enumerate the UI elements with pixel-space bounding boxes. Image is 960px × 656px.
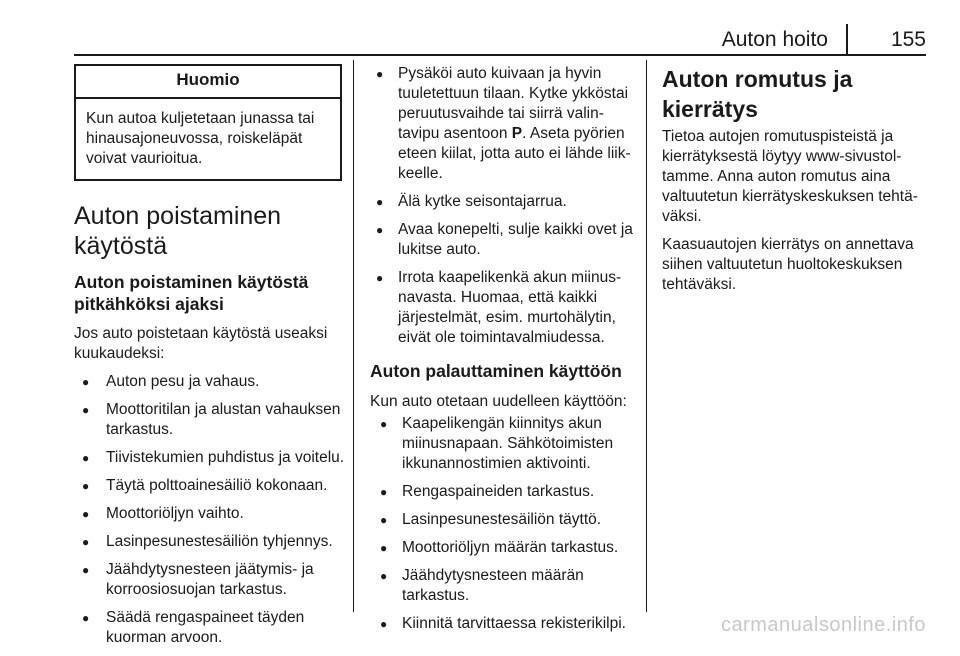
watermark: carmanualsonline.info	[720, 614, 926, 636]
list-item: ● Jäähdytysnesteen määrän tarkastus.	[370, 566, 634, 606]
column-divider-2	[646, 60, 647, 612]
recommissioning-list	[370, 414, 634, 634]
page-number: 155	[890, 28, 926, 51]
list-item: ● Lasinpesunestesäiliön tyhjennys.	[74, 532, 350, 552]
list-item: ● Kaapelikengän kiinnitys akun miinusnapaan. Sähkötoimisten ikkunannostimien aktivointi.	[370, 414, 634, 474]
note-title: Huomio	[76, 66, 340, 99]
subsection-heading: Auton poistaminen käytöstä pitkähköksi ajaksi	[74, 272, 309, 314]
section-heading: Auton romutus ja kierrätys	[662, 66, 853, 122]
list-item: ● Älä kytke seisontajarrua.	[370, 192, 634, 212]
list-item: ● Täytä polttoainesäiliö kokonaan.	[74, 476, 350, 496]
section-title: Auton hoito	[721, 28, 828, 51]
list-item: ● Kiinnitä tarvittaessa rekisterikilpi.	[370, 614, 634, 634]
note-box	[74, 64, 342, 181]
list-item: ● Moottoriöljyn määrän tarkastus.	[370, 538, 634, 558]
paragraph: Kaasuautojen kierrätys on annettava siihen valtuutetun huoltokeskuksen tehtäväksi.	[662, 236, 914, 293]
note-body: Kun autoa kuljetetaan junassa tai hinausajoneuvossa, roiskeläpät voivat vaurioitua.	[86, 110, 315, 167]
list-item: ● Irrota kaapelikenkä akun miinusnavasta. Huomaa, että kaikki järjestelmät, esim. murtohälytin, eivät ole toimintavalmiudessa.	[370, 268, 634, 348]
list-item: ● Tiivistekumien puhdistus ja voitelu.	[74, 448, 350, 468]
page-header	[74, 24, 926, 56]
list-item: ● Rengaspaineiden tarkastus.	[370, 482, 634, 502]
column-2	[370, 64, 634, 642]
list-item: ● Säädä rengaspaineet täyden kuorman arvoon.	[74, 608, 350, 648]
header-divider	[846, 24, 848, 54]
list-item: ● Jäähdytysnesteen jäätymis- ja korroosiosuojan tarkastus.	[74, 560, 350, 600]
storage-list	[74, 372, 350, 648]
list-item: ● Auton pesu ja vahaus.	[74, 372, 350, 392]
list-item: ● Pysäköi auto kuivaan ja hyvin tuuletettuun tilaan. Kytke ykköstai peruutusvaihde tai siirrä valintavipu asentoon P. Aseta pyörien eteen kiilat, jotta auto ei lähde liikkeelle.	[370, 64, 634, 184]
list-item: ● Lasinpesunestesäiliön täyttö.	[370, 510, 634, 530]
list-item: ● Moottoriöljyn vaihto.	[74, 504, 350, 524]
storage-list-continued	[370, 64, 634, 348]
paragraph: Tietoa autojen romutuspisteistä ja kierrätyksestä löytyy www-sivustoltamme. Anna auton romutus aina valtuutetun kierrätyskeskuksen tehtäväksi.	[662, 128, 918, 225]
section-heading: Auton poistaminen käytöstä	[74, 202, 282, 260]
column-1	[74, 64, 350, 656]
list-item: ● Moottoritilan ja alustan vahauksen tarkastus.	[74, 400, 350, 440]
intro-text: Jos auto poistetaan käytöstä useaksi kuukaudeksi:	[74, 325, 328, 362]
list-item: ● Avaa konepelti, sulje kaikki ovet ja lukitse auto.	[370, 220, 634, 260]
subsection-heading: Auton palauttaminen käyttöön	[370, 361, 622, 381]
column-divider-1	[353, 60, 354, 612]
column-3	[662, 64, 932, 295]
intro-text: Kun auto otetaan uudelleen käyttöön:	[370, 393, 627, 410]
